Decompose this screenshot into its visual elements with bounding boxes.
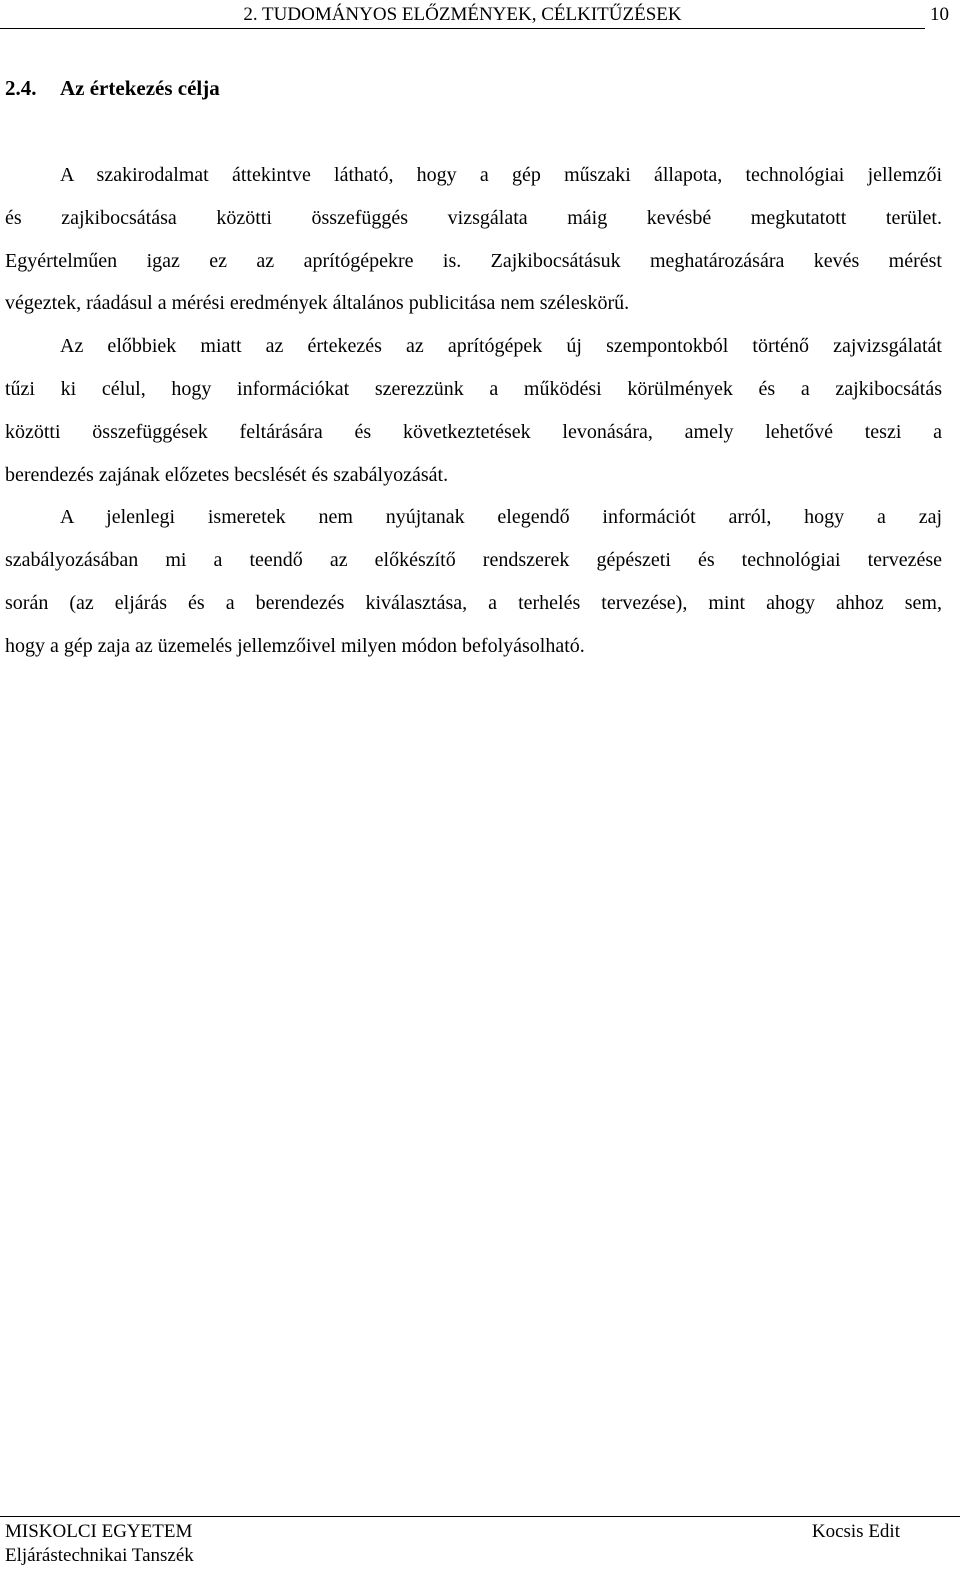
body-text xyxy=(5,154,942,668)
paragraph xyxy=(5,496,942,667)
text-line: közötti összefüggések feltárására és következtetések levonására, amely lehetővé teszi a xyxy=(5,420,942,443)
text-line: szabályozásában mi a teendő az előkészítő rendszerek gépészeti és technológiai tervezése xyxy=(5,549,942,572)
text-line: A szakirodalmat áttekintve látható, hogy a gép műszaki állapota, technológiai jellemzői xyxy=(60,164,942,186)
running-header-title: 2. TUDOMÁNYOS ELŐZMÉNYEK, CÉLKITŰZÉSEK xyxy=(243,4,682,25)
text-line: végeztek, ráadásul a mérési eredmények általános publicitása nem széleskörű. xyxy=(5,292,630,315)
paragraph xyxy=(5,325,942,496)
text-line: Egyértelműen igaz ez az aprítógépekre is. Zajkibocsátásuk meghatározására kevés mérést xyxy=(5,249,942,272)
text-line: és zajkibocsátása közötti összefüggés vizsgálata máig kevésbé megkutatott terület. xyxy=(5,206,942,229)
page-header xyxy=(0,0,925,29)
footer-university: MISKOLCI EGYETEM xyxy=(5,1521,193,1542)
text-line: berendezés zajának előzetes becslését és szabályozását. xyxy=(5,463,449,486)
text-line: A jelenlegi ismeretek nem nyújtanak elegendő információt arról, hogy a zaj xyxy=(60,506,942,529)
footer-author: Kocsis Edit xyxy=(811,1521,900,1542)
text-line: hogy a gép zaja az üzemelés jellemzőivel milyen módon befolyásolható. xyxy=(5,634,585,657)
footer-department: Eljárástechnikai Tanszék xyxy=(5,1545,194,1566)
footer-affiliation xyxy=(5,1520,194,1568)
text-line: során (az eljárás és a berendezés kiválasztása, a terhelés tervezése), mint ahogy ahhoz sem, xyxy=(5,591,942,614)
section-number: 2.4. xyxy=(5,76,37,100)
paragraph xyxy=(5,154,942,325)
section-title: Az értekezés célja xyxy=(60,76,220,100)
section-heading xyxy=(5,76,220,101)
text-line: Az előbbiek miatt az értekezés az aprítógépek új szempontokból történő zajvizsgálatát xyxy=(60,335,942,358)
footer-rule xyxy=(0,1516,960,1517)
page-number: 10 xyxy=(930,4,949,25)
text-line: tűzi ki célul, hogy információkat szerezzünk a működési körülmények és a zajkibocsátás xyxy=(5,377,942,400)
